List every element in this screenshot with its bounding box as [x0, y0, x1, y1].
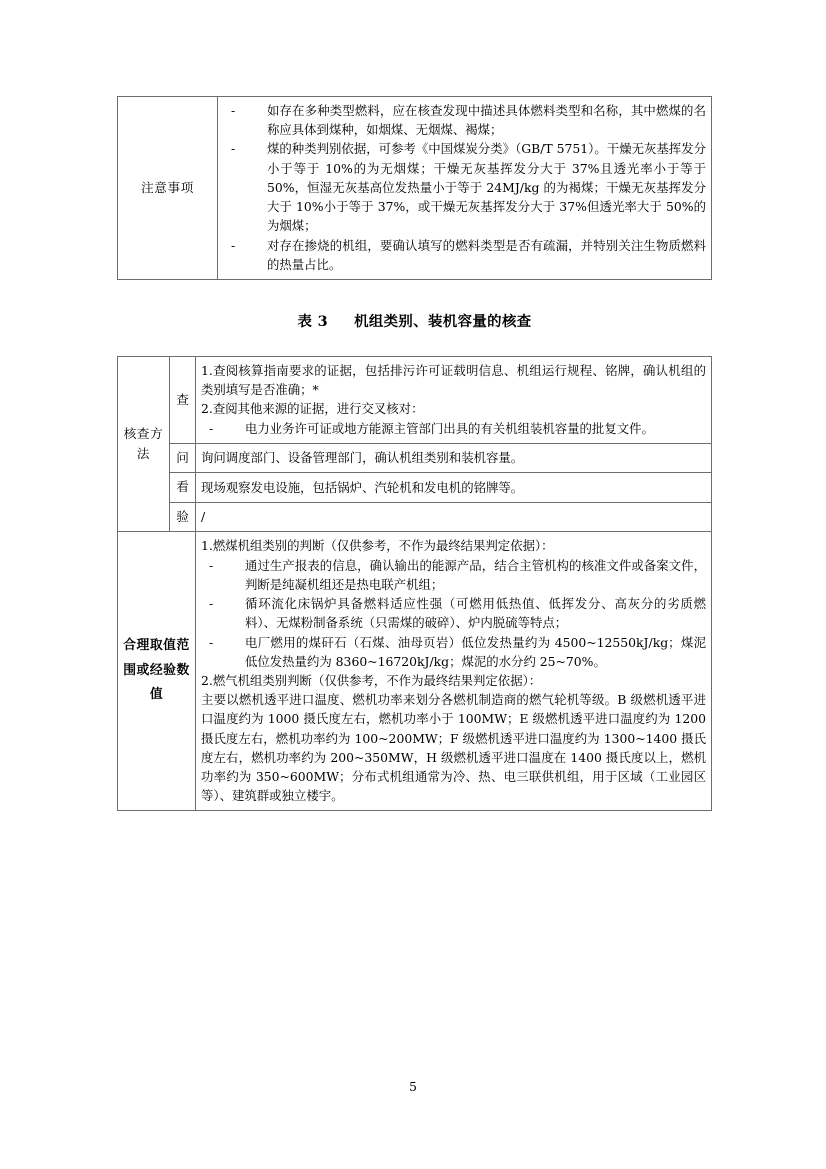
list-item	[223, 236, 706, 274]
dash-bullet-icon: -	[209, 420, 214, 436]
page-number: 5	[409, 1080, 417, 1094]
dash-bullet-icon: -	[231, 237, 236, 253]
value-range-label: 合理取值范围或经验数值	[118, 532, 196, 811]
numbered-line: 2.燃气机组类别判断（仅供参考，不作为最终结果判定依据）：	[201, 672, 542, 688]
list-item	[223, 139, 706, 235]
method-cell-wen: 问	[170, 443, 196, 473]
numbered-line: 1.查阅核算指南要求的证据，包括排污许可证载明信息、机组运行规程、铭牌，确认机组的类别填写是否准确；*	[201, 363, 706, 398]
list-item-text: 如存在多种类型燃料，应在核查发现中描述具体燃料类型和名称，其中燃煤的名称应具体到煤种，如烟煤、无烟煤、褐煤；	[267, 103, 706, 138]
list-item	[201, 633, 706, 671]
list-item-text: 对存在掺烧的机组，要确认填写的燃料类型是否有疏漏，并特别关注生物质燃料的热量占比。	[267, 237, 706, 272]
method-content-wen	[196, 443, 712, 473]
dash-bullet-icon: -	[231, 141, 236, 157]
list-item	[201, 594, 706, 632]
table-row	[118, 502, 712, 532]
dash-bullet-icon: -	[209, 596, 214, 612]
list-item-text: 煤的种类判别依据，可参考《中国煤炭分类》（GB/T 5751）。干燥无灰基挥发分小于等于 10%的为无烟煤；干燥无灰基挥发分大于 37%且透光率小于等于 50%，恒湿无灰基高位发热量小于等于 24MJ/kg 的为褐煤；干燥无灰基挥发分大于 10%小于等于 37%，或干燥无灰基挥发分大于 37%但透光率大于 50%的为烟煤；	[267, 141, 706, 234]
table-row	[118, 473, 712, 503]
check-method-label: 核查方法	[118, 357, 170, 532]
table3-caption	[117, 310, 712, 331]
value-range-content	[196, 532, 712, 811]
list-item	[201, 556, 706, 594]
table3-container	[117, 356, 712, 811]
table3-caption-number: 表 3	[297, 313, 329, 330]
list-item-text: 循环流化床锅炉具备燃料适应性强（可燃用低热值、低挥发分、高灰分的劣质燃料）、无煤粉制备系统（只需煤的破碎）、炉内脱硫等特点；	[245, 596, 706, 631]
table-row	[118, 532, 712, 811]
method-cell-yan: 验	[170, 502, 196, 532]
numbered-line: 2.查阅其他来源的证据，进行交叉核对：	[201, 401, 424, 417]
paragraph: 询问调度部门、设备管理部门，确认机组类别和装机容量。	[201, 450, 524, 466]
table3	[117, 356, 712, 811]
paragraph: 主要以燃机透平进口温度、燃机功率来划分各燃机制造商的燃气轮机等级。B 级燃机透平进口温度约为 1000 摄氏度左右，燃机功率小于 100MW；E 级燃机透平进口温度约为 1200 摄氏度左右，燃机功率约为 100~200MW；F 级燃机透平进口温度约为 1300~1400 摄氏度左右，燃机功率约为 200~350MW，H 级燃机透平进口温度在 1400 摄氏度以上，燃机功率约为 350~600MW；分布式机组通常为冷、热、电三联供机组，用于区域（工业园区等）、建筑群或独立楼宇。	[201, 692, 706, 804]
list-item	[223, 101, 706, 139]
table3-caption-title: 机组类别、装机容量的核查	[354, 313, 532, 330]
notes-table-container	[117, 96, 712, 280]
paragraph: 现场观察发电设施，包括锅炉、汽轮机和发电机的铭牌等。	[201, 479, 524, 495]
notes-row-label: 注意事项	[118, 97, 218, 280]
method-content-kan	[196, 473, 712, 503]
list-item-text: 通过生产报表的信息，确认输出的能源产品，结合主管机构的核准文件或备案文件，判断是纯凝机组还是热电联产机组；	[245, 557, 706, 592]
paragraph: /	[201, 509, 206, 525]
list-item-text: 电力业务许可证或地方能源主管部门出具的有关机组装机容量的批复文件。	[245, 420, 654, 436]
table-row	[118, 443, 712, 473]
table-row	[118, 357, 712, 444]
notes-table	[117, 96, 712, 280]
method-cell-cha: 查	[170, 357, 196, 444]
numbered-line: 1.燃煤机组类别的判断（仅供参考，不作为最终结果判定依据）：	[201, 538, 554, 554]
list-item	[201, 419, 706, 438]
list-item-text: 电厂燃用的煤矸石（石煤、油母页岩）低位发热量约为 4500~12550kJ/kg；煤泥低位发热量约为 8360~16720kJ/kg；煤泥的水分约 25~70%。	[245, 634, 706, 669]
notes-row-content	[218, 97, 712, 280]
dash-bullet-icon: -	[209, 557, 214, 573]
method-cell-kan: 看	[170, 473, 196, 503]
dash-bullet-icon: -	[231, 103, 236, 118]
table-row	[118, 97, 712, 280]
dash-bullet-icon: -	[209, 634, 214, 650]
method-content-yan	[196, 502, 712, 532]
method-content-cha	[196, 357, 712, 444]
